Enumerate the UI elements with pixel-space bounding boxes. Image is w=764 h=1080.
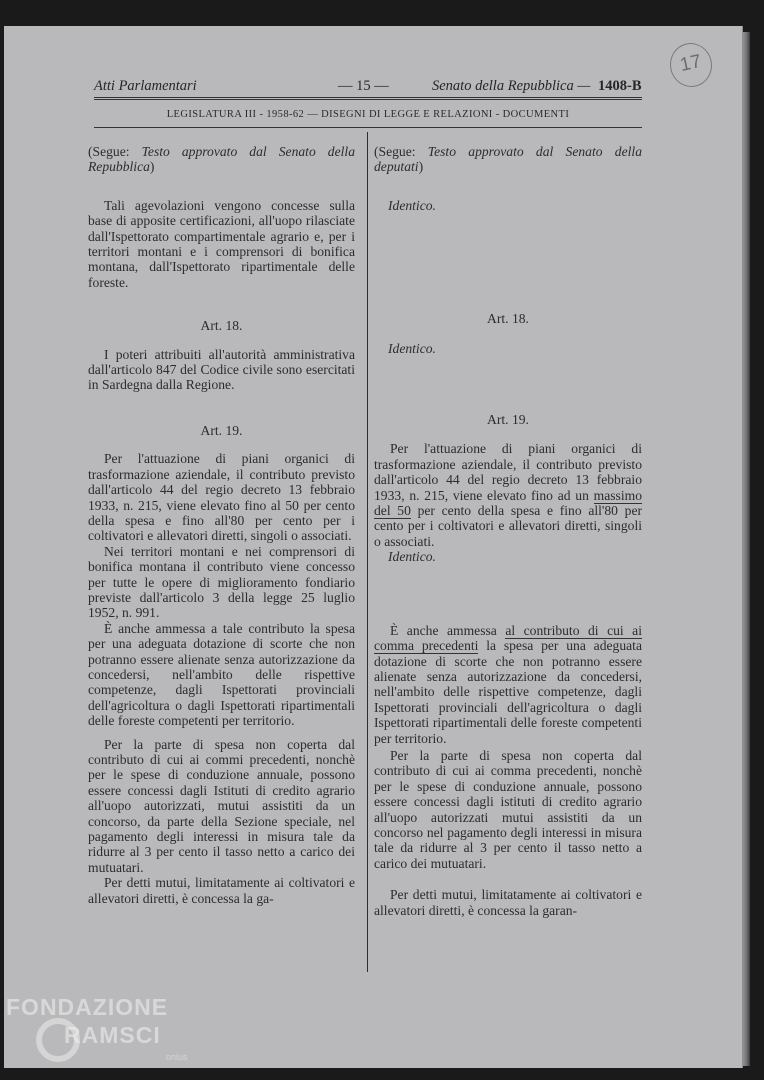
amendment-underline-2: al contributo di cui ai comma precedenti bbox=[374, 622, 642, 654]
header-right: Senato della Repubblica — bbox=[432, 78, 591, 94]
header-rule-top-2 bbox=[94, 99, 642, 100]
right-heading: (Segue: Testo approvato dal Senato della deputati) bbox=[374, 144, 642, 175]
left-paragraph-7: Per detti mutui, limitatamente ai coltivatori e allevatori diretti, è concessa la ga- bbox=[88, 875, 355, 906]
left-paragraph-3: Per l'attuazione di piani organici di trasformazione aziendale, il contributo previsto dall'articolo 44 del regio decreto 13 febbraio 1933, n. 215, viene elevato fino al 50 per cento della spesa e fino all'80 per cento per i coltivatori e allevatori diretti, singoli o associati. bbox=[88, 451, 355, 544]
left-art-18: Art. 18. bbox=[200, 318, 243, 334]
logo-line-2: RAMSCI bbox=[64, 1022, 161, 1048]
right-paragraph-7: Per detti mutui, limitatamente ai coltivatori e allevatori diretti, è concessa la garan- bbox=[374, 887, 642, 918]
document-code: 1408-B bbox=[598, 78, 642, 94]
amendment-underline-1: massimo del 50 bbox=[374, 487, 642, 519]
left-art-19: Art. 19. bbox=[200, 422, 243, 438]
left-paragraph-4: Nei territori montani e nei comprensori di bonifica montana il contributo viene concesso per tutte le opere di miglioramento fondiario previste dall'articolo 3 della legge 25 luglio 1952, n. 991. bbox=[88, 543, 355, 621]
fondazione-gramsci-logo bbox=[6, 994, 196, 1072]
left-paragraph-1: Tali agevolazioni vengono concesse sulla base di apposite certificazioni, all'uopo rilasciate dall'Ispettorato compartimentale agrario e, per i territori montani e i comprensori di bonifica montana, dall'Ispettorato ripartimentale delle foreste. bbox=[88, 197, 355, 290]
right-identico-1: Identico. bbox=[388, 197, 436, 213]
right-art-18: Art. 18. bbox=[487, 311, 529, 327]
page-edge bbox=[742, 32, 750, 1066]
column-divider bbox=[367, 132, 368, 972]
right-art-19: Art. 19. bbox=[487, 412, 529, 428]
left-paragraph-5: È anche ammessa a tale contributo la spesa per una adeguata dotazione di scorte che non potranno essere alienate senza autorizzazione da concedersi, nell'ambito delle rispettive competenze, dagli Ispettorati provinciali dell'agricoltura o dagli Ispettorati ripartimentali delle foreste competenti per territorio. bbox=[88, 620, 355, 729]
header-rule-bottom bbox=[94, 127, 642, 128]
header-rule-top bbox=[94, 97, 642, 98]
left-heading: (Segue: Testo approvato dal Senato della Repubblica) bbox=[88, 144, 355, 175]
logo-line-1: FONDAZIONE bbox=[6, 994, 169, 1020]
logo-line-3: onlus bbox=[166, 1052, 188, 1062]
subheader: LEGISLATURA III - 1958-62 — DISEGNI DI LEGGE E RELAZIONI - DOCUMENTI bbox=[166, 109, 570, 120]
left-paragraph-6: Per la parte di spesa non coperta dal contributo di cui ai commi precedenti, nonchè per le spese di conduzione annuale, possono essere concessi dagli Istituti di credito agrario all'uopo autorizzati, mutui assistiti da un concorso, da parte della Sezione speciale, nel pagamento degli interessi in misura tale da ridurre al 3 per cento il tasso netto a carico dei mutuatari. bbox=[88, 736, 355, 875]
left-paragraph-2: I poteri attribuiti all'autorità amministrativa dall'articolo 847 del Codice civile sono esercitati in Sardegna dalla Regione. bbox=[88, 346, 355, 393]
page-number: — 15 — bbox=[338, 78, 389, 94]
left-heading-title: Testo approvato dal Senato della Repubblica bbox=[88, 144, 355, 175]
right-identico-2: Identico. bbox=[388, 340, 436, 356]
right-column bbox=[374, 144, 642, 918]
right-heading-title: Testo approvato dal Senato della deputati bbox=[374, 144, 642, 175]
left-column bbox=[88, 144, 355, 906]
right-paragraph-3: Per l'attuazione di piani organici di trasformazione aziendale, il contributo previsto dall'articolo 44 del regio decreto 13 febbraio 1933, n. 215, viene elevato fino ad un massimo del 50 per cento della spesa e fino all'80 per cento per i coltivatori e allevatori diretti, singoli o associati. bbox=[374, 441, 643, 549]
right-paragraph-5: È anche ammessa al contributo di cui ai comma precedenti la spesa per una adeguata dotazione di scorte che non potranno essere alienate senza autorizzazione da concedersi, nell'ambito delle rispettive competenze, dagli Ispettorati provinciali dell'agricoltura o dagli Ispettorati ripartimentali delle foreste competenti per territorio. bbox=[374, 622, 642, 746]
page-stamp: 17 bbox=[666, 39, 716, 91]
right-identico-3: Identico. bbox=[388, 549, 436, 565]
header-left: Atti Parlamentari bbox=[94, 78, 197, 94]
right-paragraph-6: Per la parte di spesa non coperta dal contributo di cui ai comma precedenti, nonchè per le spese di conduzione annuale, possono essere concessi dagli istituti di credito agrario all'uopo autorizzati mutui assistiti da un concorso nel pagamento degli interessi in misura tale da ridurre al 3 per cento il tasso netto a carico dei mutuatari. bbox=[374, 747, 642, 871]
